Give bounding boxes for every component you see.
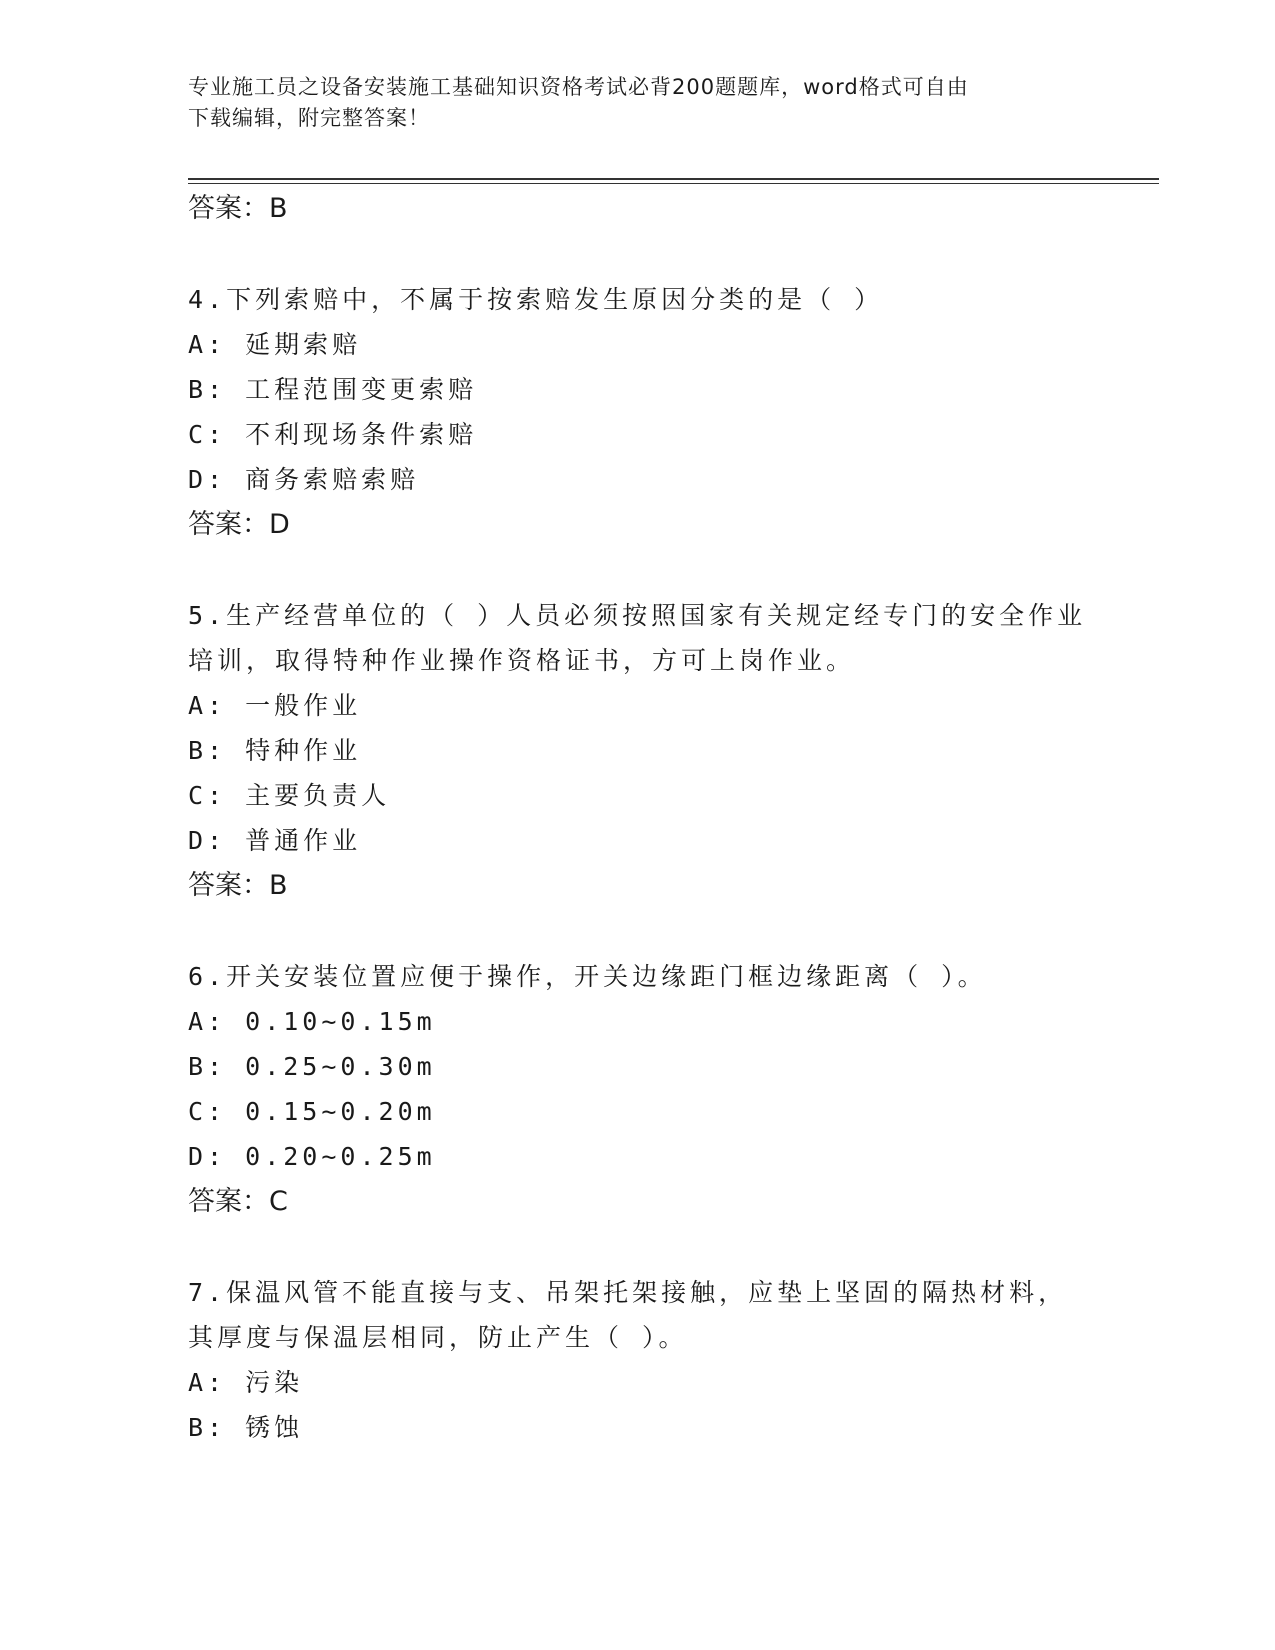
question-5-option-c: C: 主要负责人	[188, 781, 391, 810]
answer-q3: 答案：B	[188, 193, 288, 224]
question-5-option-b: B: 特种作业	[188, 736, 362, 765]
question-4-option-d: D: 商务索赔索赔	[188, 465, 420, 494]
question-5-option-a: A: 一般作业	[188, 691, 362, 720]
answer-q5: 答案：B	[188, 870, 288, 901]
question-5-stem-line-1: 5.生产经营单位的（ ）人员必须按照国家有关规定经专门的安全作业	[188, 601, 1087, 630]
question-6-option-d: D: 0.20~0.25m	[188, 1142, 436, 1171]
answer-q4: 答案：D	[188, 509, 290, 540]
document-header	[188, 72, 1068, 134]
header-rule-thin	[188, 183, 1159, 184]
question-5-option-d: D: 普通作业	[188, 826, 362, 855]
question-6-option-b: B: 0.25~0.30m	[188, 1052, 436, 1081]
question-6-option-a: A: 0.10~0.15m	[188, 1007, 436, 1036]
question-7-stem-line-1: 7.保温风管不能直接与支、吊架托架接触，应垫上坚固的隔热材料，	[188, 1278, 1068, 1307]
question-7-option-b: B: 锈蚀	[188, 1413, 304, 1442]
question-7-option-a: A: 污染	[188, 1368, 304, 1397]
question-6-option-c: C: 0.15~0.20m	[188, 1097, 436, 1126]
question-4-stem: 4.下列索赔中，不属于按索赔发生原因分类的是（ ）	[188, 285, 884, 314]
question-4-option-a: A: 延期索赔	[188, 330, 362, 359]
header-rule-thick	[188, 178, 1159, 180]
question-5-stem-line-2: 培训，取得特种作业操作资格证书，方可上岗作业。	[188, 646, 856, 675]
question-4-option-b: B: 工程范围变更索赔	[188, 375, 478, 404]
answer-q6: 答案：C	[188, 1186, 288, 1217]
question-6-stem: 6.开关安装位置应便于操作，开关边缘距门框边缘距离（ ）。	[188, 962, 987, 991]
question-4-option-c: C: 不利现场条件索赔	[188, 420, 478, 449]
question-7-stem-line-2: 其厚度与保温层相同，防止产生（ ）。	[188, 1323, 688, 1352]
header-line-1: 专业施工员之设备安装施工基础知识资格考试必背200题题库，word格式可自由	[188, 75, 969, 99]
header-line-2: 下载编辑，附完整答案！	[188, 106, 430, 130]
